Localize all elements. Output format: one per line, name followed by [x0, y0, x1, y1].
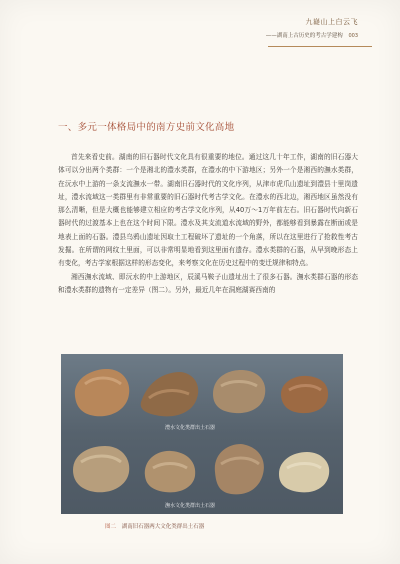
stone-tool-3 — [209, 366, 269, 416]
stone-tool-7 — [207, 440, 269, 498]
figure-caption — [105, 522, 305, 530]
body-text — [58, 151, 358, 297]
figure-label-top: 澧水文化类群出土石器 — [165, 425, 216, 431]
stone-tool-6 — [139, 446, 199, 496]
paragraph: 湘西潕水流域、即沅水的中上游地区，辰溪马鞍子山遗址出土了很多石器。潕水类群石器的形态和澧水类群的遗物有一定差异（图二）。另外，最近几年在洞庭湖赛西南的 — [58, 272, 358, 294]
header-subtitle-row — [266, 31, 358, 39]
caption-number: 图二 — [105, 524, 117, 530]
figure-label-bottom: 潕水文化类群出土石器 — [165, 503, 216, 509]
stone-tool-8 — [275, 448, 333, 496]
header-title: 九嶷山上白云飞 — [305, 18, 358, 26]
stone-tool-5 — [69, 442, 133, 496]
running-header — [266, 17, 358, 39]
stone-tool-2 — [139, 368, 203, 420]
header-subtitle: ——湖南上古历史的考古学建构 — [265, 33, 343, 39]
stone-tool-1 — [71, 366, 133, 420]
paragraph: 首先来看史前。湖南的旧石器时代文化具有很重要的地位。通过这几十年工作，湖南的旧石器大体可以分出两个类群：一个是湘北的澧水类群，在澧水的中下游地区；另外一个是湘西的潕水类群，在沅水中上游的一条支流潕水一带。湖南旧石器时代的文化序列，从津市虎爪山遗址到澧县十里岗遗址，澧水流域这一类群里有非常重要的旧石器时代考古学文化。在澧水的西北边，湘西地区虽然没有那么清晰，但是大概也能够建立相应的考古学文化序列，从40万～1万年前左右。旧石器时代向新石器时代的过渡基本上也在这个时间下限。澧水及其支流道水流域的野外，都能够看到暴露在断面或是地表上面的石器。澧县乌鸦山遗址因取土工程破坏了遗址的一个角落，所以在这里进行了抢救性考古发掘。在所谓的网纹土里面，可以非常明显地看到这里面有遗存。澧水类群的石器，从早到晚形态上有变化，考古学家根据这样的形态变化，来考察文化在历史过程中的变迁规律和特点。 — [58, 153, 358, 268]
caption-text: 湖南旧石器两大文化类群出土石器 — [121, 524, 205, 530]
figure-stone-tools-photo — [61, 354, 343, 514]
header-rule — [268, 46, 372, 47]
section-heading: 一、多元一体格局中的南方史前文化高地 — [58, 122, 235, 133]
page-number: 003 — [348, 33, 358, 39]
stone-tool-4 — [275, 372, 333, 416]
